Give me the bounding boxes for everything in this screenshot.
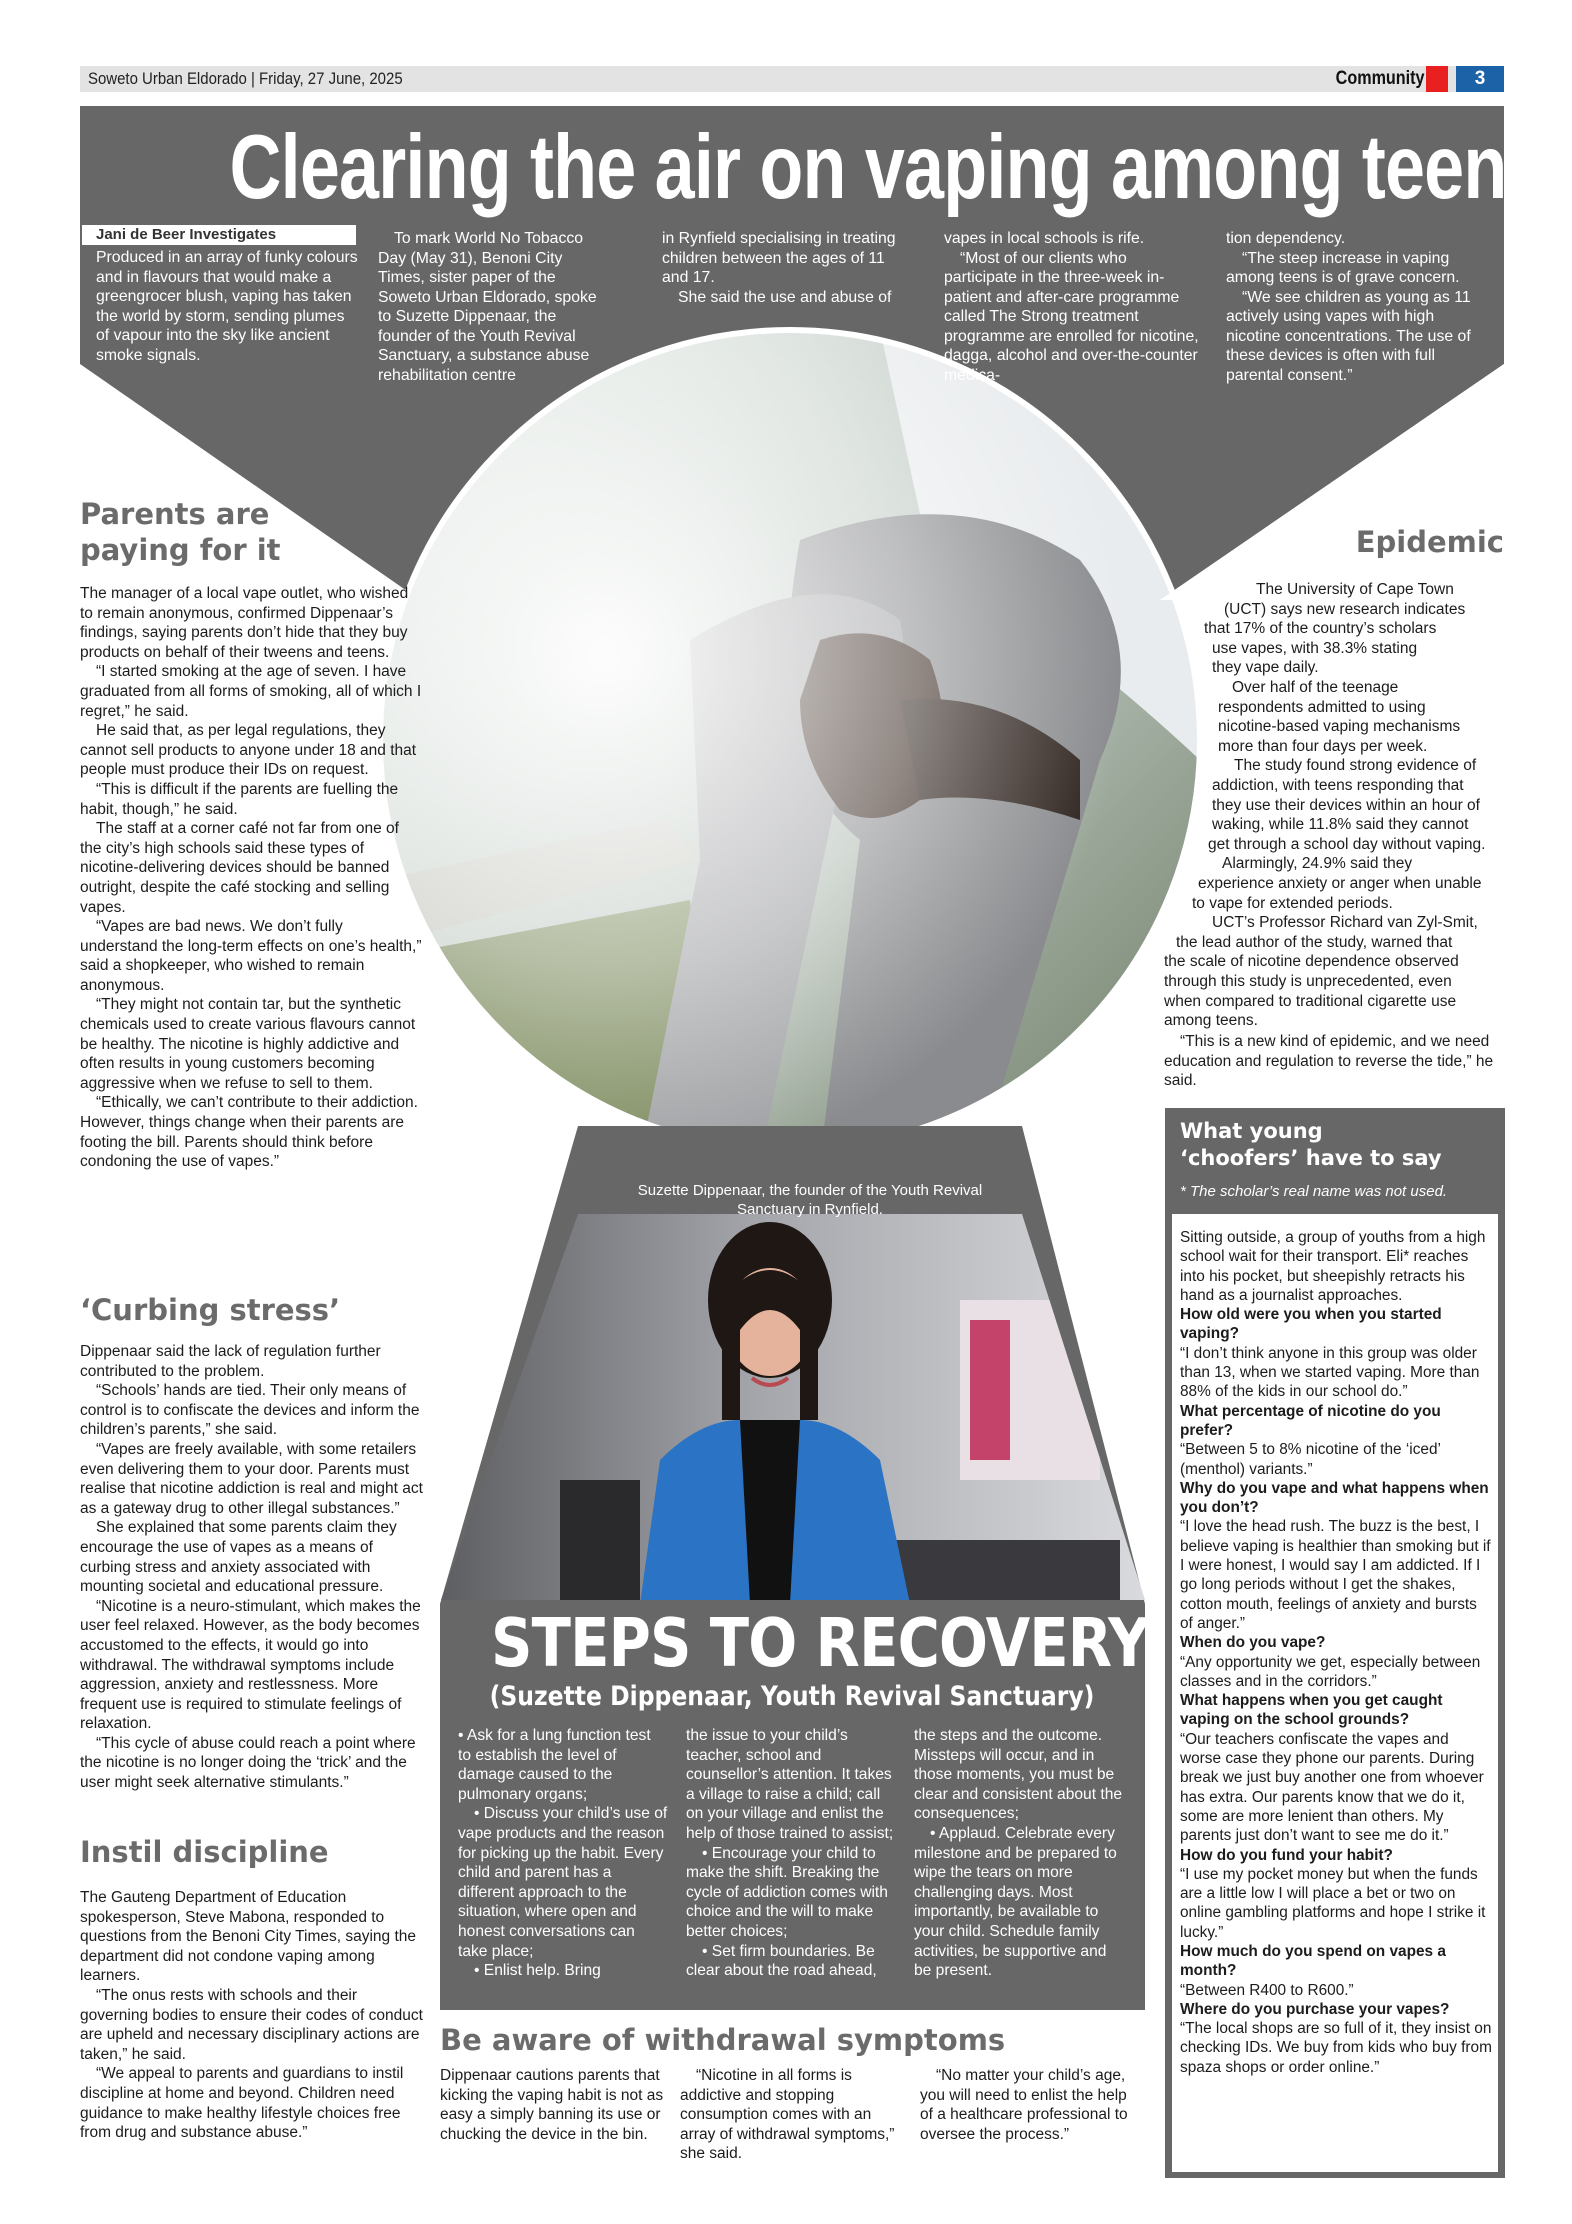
subhead-withdrawal: Be aware of withdrawal symptoms xyxy=(440,2023,1006,2057)
instil-discipline-body: The Gauteng Department of Education spokesperson, Steve Mabona, responded to questions from the Benoni City Times, saying the department did not condone vaping among learners. “The onus rests with schools and their governing bodies to ensure their codes of conduct are upheld and necessary disciplinary actions are taken,” he said. “We appeal to parents and guardians to instil discipline at home and beyond. Children need guidance to make healthy lifestyle choices free from drug and substance abuse.” xyxy=(80,1889,423,2142)
epidemic-line: Alarmingly, 24.9% said they xyxy=(1222,855,1413,873)
epidemic-line: more than four days per week. xyxy=(1218,737,1428,755)
choofers-body: Sitting outside, a group of youths from a high school wait for their transport. Eli* reaches into his pocket, but sheepishly retracts his hand as a journalist approaches. How old were you when you started vaping? “I don’t think anyone in this group was older than 13, when we started vaping. More than 88% of the kids in our school do.” What percentage of nicotine do you prefer? “Between 5 to 8% nicotine of the ‘iced’ (menthol) variants.” Why do you vape and what happens when you don’t? “I love the head rush. The buzz is the best, I believe vaping is healthier than smoking but if I were honest, I would say I am addicted. If I go long periods without I get the shakes, cotton mouth, feelings of anxiety and bursts of anger.” When do you vape? “Any opportunity we get, especially between classes and in the corridors.” What happens when you get caught vaping on the school grounds? “Our teachers confiscate the vapes and worse case they phone our parents. During break we just buy another one from whoever has extra. Our parents know that we do it, some are more lenient than others. My parents just don’t want to see me do it.” How do you fund your habit? “I use my pocket money but when the funds are a little low I will place a bet or two on online gambling platforms and hope I strike it lucky.” How much do you spend on vapes a month? “Between R400 to R600.” Where do you purchase your vapes? “The local shops are so full of it, they insist on checking IDs. We buy from kids who buy from spaza shops or order online.” xyxy=(1180,1229,1492,2076)
question: What percentage of nicotine do you prefer? xyxy=(1180,1402,1441,1439)
epidemic-line: waking, while 11.8% said they cannot xyxy=(1212,816,1469,834)
intro-col-5: tion dependency. “The steep increase in vaping among teens is of grave concern. “We see children as young as 11 actively using vapes with high nicotine concentrations. The use of these devices is often with full parental consent.” xyxy=(1226,230,1471,384)
intro-col-3: in Rynfield specialising in treating children between the ages of 11 and 17. She said the use and abuse of xyxy=(662,230,896,306)
epidemic-line: to vape for extended periods. xyxy=(1192,894,1393,912)
choofers-title: What young ‘choofers’ have to say xyxy=(1180,1119,1442,1170)
epidemic-quote: “This is a new kind of epidemic, and we need education and regulation to reverse the tide,” he said. xyxy=(1164,1033,1494,1090)
question: When do you vape? xyxy=(1180,1634,1326,1652)
recovery-subtitle: (Suzette Dippenaar, Youth Revival Sanctuary) xyxy=(489,1681,1095,1712)
epidemic-line: among teens. xyxy=(1164,1012,1258,1030)
parents-body: The manager of a local vape outlet, who wished to remain anonymous, confirmed Dippenaar’s findings, saying parents don’t hide that they buy products on behalf of their tweens and teens. “I started smoking at the age of seven. I have graduated from all forms of smoking, all of which I regret,” he said. He said that, as per legal regulations, they cannot sell products to anyone under 18 and that people must produce their IDs on request. “This is difficult if the parents are fuelling the habit, though,” he said. The staff at a corner café not far from one of the city’s high schools said these types of nicotine-delivering devices should be banned outright, despite the café stocking and selling vapes. “Vapes are bad news. We don’t fully understand the long-term effects on one’s health,” said a shopkeeper, who wished to remain anonymous. “They might not contain tar, but the synthetic chemicals used to create various flavours cannot be healthy. The nicotine is highly addictive and often results in young customers becoming aggressive when we refuse to sell to them. “Ethically, we can’t contribute to their addiction. However, things change when their parents are footing the bill. Parents should think before condoning the use of vapes.” xyxy=(80,585,422,1171)
epidemic-line: the lead author of the study, warned that xyxy=(1176,933,1453,951)
epidemic-line: nicotine-based vaping mechanisms xyxy=(1218,718,1461,736)
publication-date: Soweto Urban Eldorado | Friday, 27 June, 2025 xyxy=(88,69,403,88)
question: What happens when you get caught vaping on the school grounds? xyxy=(1180,1692,1443,1729)
epidemic-line: addiction, with teens responding that xyxy=(1212,777,1464,794)
curbing-stress-body: Dippenaar said the lack of regulation further contributed to the problem. “Schools’ hands are tied. Their only means of control is to confiscate the devices and inform the children’s parents,” she said. “Vapes are freely available, with some retailers even delivering them to your door. Parents must realise that nicotine addiction is real and might act as a gateway drug to other illegal substances.” She explained that some parents claim they encourage the use of vapes as a means of curbing stress and anxiety associated with mounting societal and educational pressure. “Nicotine is a neuro-stimulant, which makes the user feel relaxed. However, as the body becomes accustomed to the effects, it would go into withdrawal. The withdrawal symptoms include aggression, anxiety and restlessness. More frequent use is required to stimulate feelings of relaxation. “This cycle of abuse could reach a point where the nicotine is no longer doing the ‘trick’ and the user might seek alternative stimulants.” xyxy=(80,1343,423,1792)
intro-col-2: To mark World No Tobacco Day (May 31), Benoni City Times, sister paper of the Soweto Urban Eldorado, spoke to Suzette Dippenaar, the founder of the Youth Revival Sanctuary, a substance abuse rehabilitation centre xyxy=(378,230,597,384)
withdrawal-col-2: “Nicotine in all forms is addictive and stopping consumption comes with an array of withdrawal symptoms,” she said. xyxy=(680,2067,895,2163)
subhead-parents: Parents are paying for it xyxy=(80,497,281,567)
page-headline: Clearing the air on vaping among teens xyxy=(229,117,1546,218)
epidemic-line: The University of Cape Town xyxy=(1256,581,1454,598)
epidemic-line: (UCT) says new research indicates xyxy=(1224,600,1466,618)
epidemic-line: respondents admitted to using xyxy=(1218,698,1426,716)
recovery-col-1: • Ask for a lung function test to establish the level of damage caused to the pulmonary organs; • Discuss your child’s use of vape products and the reason for picking up the habit. Every child and parent has a different approach to the situation, where open and honest conversations can take place; • Enlist help. Bring xyxy=(458,1727,668,1980)
epidemic-line: that 17% of the country’s scholars xyxy=(1204,620,1437,638)
choofers-note: * The scholar’s real name was not used. xyxy=(1180,1183,1448,1200)
epidemic-line: get through a school day without vaping. xyxy=(1208,835,1486,853)
withdrawal-col-3: “No matter your child’s age, you will need to enlist the help of a healthcare professional to oversee the process.” xyxy=(920,2067,1128,2143)
epidemic-line: when compared to traditional cigarette use xyxy=(1164,992,1457,1010)
page-number: 3 xyxy=(1456,66,1504,92)
question: How do you fund your habit? xyxy=(1180,1846,1393,1864)
epidemic-line: UCT’s Professor Richard van Zyl-Smit, xyxy=(1212,914,1478,932)
question: How much do you spend on vapes a month? xyxy=(1180,1942,1446,1980)
question: Why do you vape and what happens when you don’t? xyxy=(1180,1479,1489,1517)
question: How old were you when you started vaping? xyxy=(1180,1306,1442,1343)
recovery-col-2: the issue to your child’s teacher, school and counsellor’s attention. It takes a village to raise a child; call on your village and enlist the help of those trained to assist; • Encourage your child to make the shift. Breaking the cycle of addiction comes with choice and the will to make better choices; • Set firm boundaries. Be clear about the road ahead, xyxy=(686,1727,894,1980)
epidemic-line: The study found strong evidence of xyxy=(1234,757,1477,775)
recovery-col-3: the steps and the outcome. Missteps will occur, and in those moments, you must be clear and consistent about the consequences; • Applaud. Celebrate every milestone and be prepared to wipe the tears on more challenging days. Most importantly, be available to your child. Schedule family activities, be supportive and be present. xyxy=(914,1727,1123,1980)
epidemic-line: Over half of the teenage xyxy=(1232,679,1399,696)
subhead-instil-discipline: Instil discipline xyxy=(80,1835,329,1869)
intro-col-1: Produced in an array of funky colours and in flavours that would make a greengrocer blush, vaping has taken the world by storm, sending plumes of vapour into the sky like ancient smoke signals. xyxy=(96,249,358,364)
photo-caption: Suzette Dippenaar, the founder of the Youth Revival Sanctuary in Rynfield. xyxy=(637,1182,983,1218)
epidemic-line: use vapes, with 38.3% stating xyxy=(1212,639,1418,657)
recovery-title: STEPS TO RECOVERY xyxy=(491,1604,1150,1682)
withdrawal-col-1: Dippenaar cautions parents that kicking the vaping habit is not as easy a simply banning its use or chucking the device in the bin. xyxy=(440,2067,664,2143)
epidemic-line: they use their devices within an hour of xyxy=(1212,796,1480,814)
intro-col-4: vapes in local schools is rife. “Most of our clients who participate in the three-week in-patient and after-care programme called The Strong treatment programme are enrolled for nicotine, dagga, alcohol and over-the-counter medica- xyxy=(944,230,1199,384)
epidemic-line: through this study is unprecedented, even xyxy=(1164,973,1452,990)
epidemic-line: experience anxiety or anger when unable xyxy=(1198,875,1482,892)
epidemic-line: they vape daily. xyxy=(1212,659,1319,677)
subhead-epidemic: Epidemic xyxy=(1355,525,1504,559)
section-label: Community xyxy=(1335,68,1424,89)
epidemic-line: the scale of nicotine dependence observed xyxy=(1164,953,1459,971)
byline: Jani de Beer Investigates xyxy=(82,225,356,245)
subhead-curbing-stress: ‘Curbing stress’ xyxy=(80,1293,341,1327)
question: Where do you purchase your vapes? xyxy=(1180,2000,1450,2018)
